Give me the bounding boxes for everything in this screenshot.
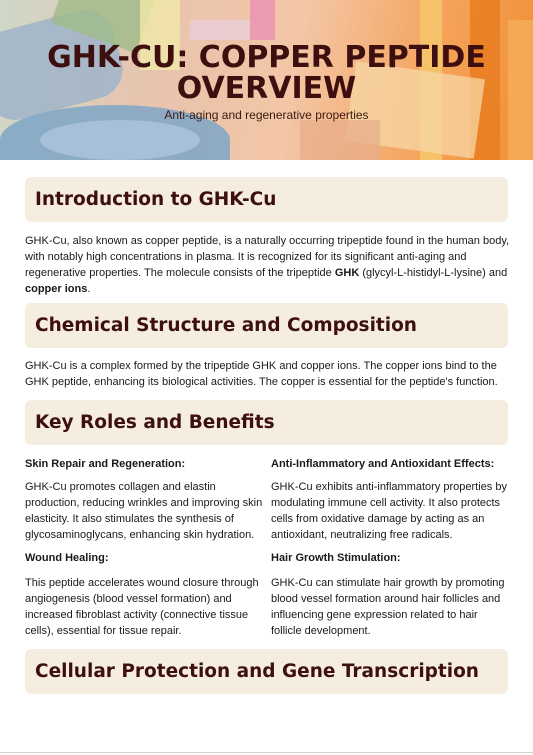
benefit-title: Skin Repair and Regeneration: <box>25 458 186 470</box>
section-heading: Introduction to GHK-Cu <box>35 189 277 210</box>
section-heading-box <box>25 400 508 445</box>
page-title: GHK-CU: COPPER PEPTIDE OVERVIEW <box>47 40 486 106</box>
intro-text: (glycyl-L-histidyl-L-lysine) and <box>359 267 508 279</box>
section-heading-box <box>25 303 508 348</box>
page-divider <box>0 752 533 753</box>
benefit-text: GHK-Cu exhibits anti-inflammatory properties by modulating immune cell activity. It also protects cells from oxidative damage by acting as an antioxidant, neutralizing free radicals. <box>271 481 507 541</box>
intro-paragraph <box>25 233 511 297</box>
intro-bold-copper: copper ions <box>25 283 88 295</box>
page-subtitle: Anti-aging and regenerative properties <box>164 108 369 122</box>
intro-text: GHK-Cu, also known as copper peptide, is a naturally occurring tripeptide found in the human body, with notably high concentrations in plasma. It is recognized for its significant anti-aging and regenerative properties. The molecule consists of the tripeptide <box>25 235 510 279</box>
decorative-paint-stroke <box>250 0 275 40</box>
intro-bold-ghk: GHK <box>334 267 360 279</box>
section-heading: Key Roles and Benefits <box>35 412 275 433</box>
intro-text: . <box>87 283 91 295</box>
benefit-title: Wound Healing: <box>25 552 109 564</box>
benefit-text: GHK-Cu promotes collagen and elastin production, reducing wrinkles and improving skin elasticity. It also stimulates the synthesis of glycosaminoglycans, enhancing skin hydration. <box>25 481 263 541</box>
decorative-paint-stroke <box>190 20 250 40</box>
benefit-title: Hair Growth Stimulation: <box>271 552 401 564</box>
chemical-paragraph: GHK-Cu is a complex formed by the tripeptide GHK and copper ions. The copper ions bind to the GHK peptide, enhancing its biological activities. The copper is essential for the peptide's function. <box>25 360 498 388</box>
benefit-title: Anti-Inflammatory and Antioxidant Effects: <box>271 458 495 470</box>
benefit-text: GHK-Cu can stimulate hair growth by promoting blood vessel formation around hair follicles and influencing gene expression related to hair follicle development. <box>271 577 505 637</box>
section-heading-box <box>25 177 508 222</box>
section-heading: Chemical Structure and Composition <box>35 315 417 336</box>
hero-banner <box>0 0 533 160</box>
decorative-paint-stroke <box>40 120 200 160</box>
section-heading-box <box>25 649 508 694</box>
decorative-paint-stroke <box>300 120 380 160</box>
benefit-text: This peptide accelerates wound closure through angiogenesis (blood vessel formation) and increased fibroblast activity (connective tissue cells), essential for tissue repair. <box>25 577 259 637</box>
section-heading: Cellular Protection and Gene Transcription <box>35 661 479 682</box>
